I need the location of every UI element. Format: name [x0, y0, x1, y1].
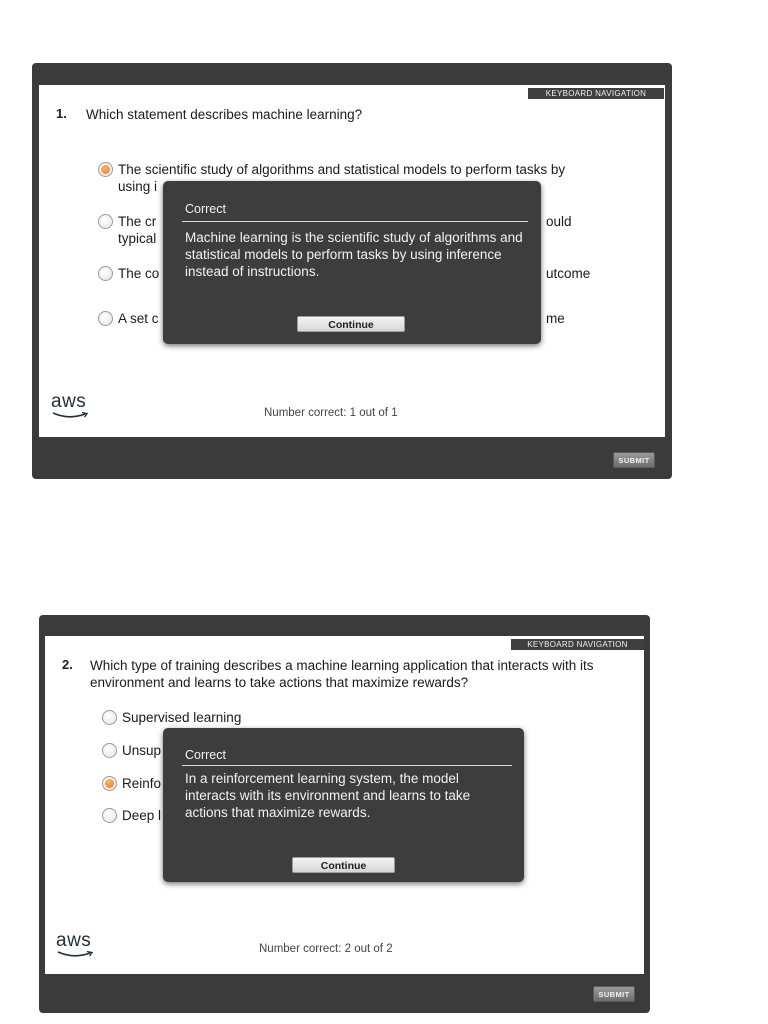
continue-button[interactable]: Continue [297, 316, 405, 332]
aws-logo: aws [56, 930, 100, 960]
aws-logo: aws [51, 391, 95, 421]
option-text: Reinfo [122, 776, 162, 791]
answer-option-c[interactable] [102, 775, 161, 792]
option-text-line2: using i [118, 179, 158, 194]
feedback-title: Correct [185, 202, 226, 216]
radio-button[interactable] [98, 214, 113, 229]
submit-button[interactable]: SUBMIT [593, 986, 635, 1002]
answer-option-c[interactable] [98, 265, 159, 282]
keyboard-navigation-button[interactable]: KEYBOARD NAVIGATION [528, 88, 664, 99]
score-text: Number correct: 1 out of 1 [264, 407, 398, 419]
score-text: Number correct: 2 out of 2 [259, 943, 393, 955]
option-text: The co [118, 266, 160, 281]
radio-button[interactable] [98, 162, 113, 177]
question-text: Which type of training describes a machine learning application that interacts with its environment and learns to take actions that maximize rewards? [90, 658, 594, 690]
answer-option-b[interactable] [98, 213, 156, 247]
divider [182, 221, 528, 222]
radio-button[interactable] [102, 776, 117, 791]
continue-button[interactable]: Continue [292, 857, 395, 873]
answer-option-d[interactable] [102, 807, 161, 824]
option-text-line2: typical [118, 231, 157, 246]
feedback-message: Machine learning is the scientific study of algorithms and statistical models to perform tasks by using inference instead of instructions. [185, 230, 523, 279]
option-text-fragment: ould [546, 214, 572, 229]
feedback-message: In a reinforcement learning system, the model interacts with its environment and learns to take actions that maximize rewards. [185, 771, 471, 820]
question-number: 2. [62, 657, 73, 672]
option-text: The scientific study of algorithms and statistical models to perform tasks by [118, 162, 566, 177]
option-text: Deep l [122, 808, 162, 823]
radio-button[interactable] [98, 266, 113, 281]
option-text: The cr [118, 214, 157, 229]
divider [182, 765, 512, 766]
option-text: A set c [118, 311, 159, 326]
radio-button[interactable] [102, 743, 117, 758]
submit-button[interactable]: SUBMIT [613, 452, 655, 468]
feedback-dialog [163, 728, 524, 882]
answer-option-b[interactable] [102, 742, 161, 759]
answer-option-a[interactable] [102, 709, 241, 726]
option-text-fragment: utcome [546, 266, 591, 281]
radio-button[interactable] [98, 311, 113, 326]
aws-smile-icon [56, 950, 100, 960]
aws-smile-icon [51, 411, 95, 421]
option-text: Unsup [122, 743, 162, 758]
keyboard-navigation-button[interactable]: KEYBOARD NAVIGATION [511, 639, 644, 650]
option-text-fragment: me [546, 311, 565, 326]
answer-option-d[interactable] [98, 310, 159, 327]
radio-button[interactable] [102, 710, 117, 725]
radio-button[interactable] [102, 808, 117, 823]
option-text: Supervised learning [122, 710, 242, 725]
question-number: 1. [56, 106, 67, 121]
question-text: Which statement describes machine learning? [86, 107, 363, 122]
feedback-dialog [163, 181, 541, 344]
feedback-title: Correct [185, 748, 226, 762]
